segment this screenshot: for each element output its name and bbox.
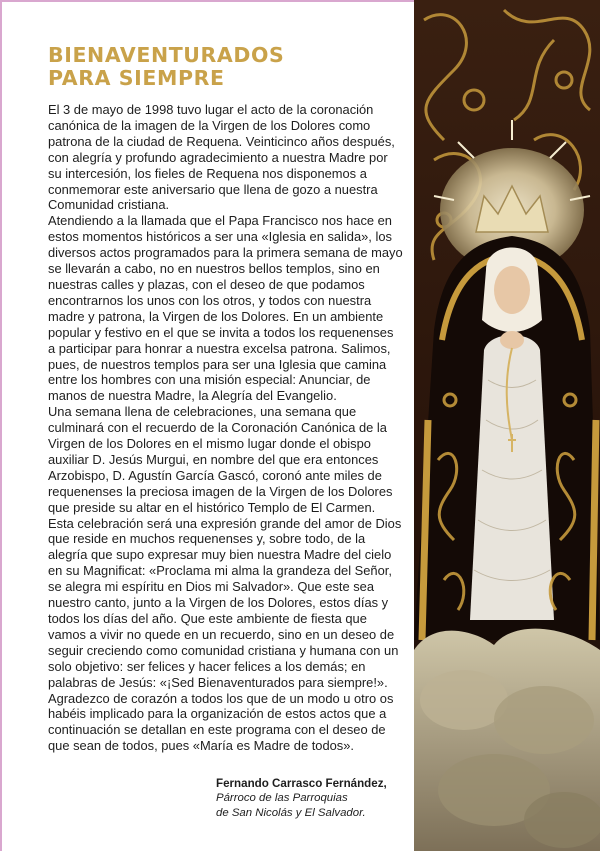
signature-role-line-1: Párroco de las Parroquias bbox=[216, 792, 348, 805]
virgin-dolores-photo bbox=[414, 0, 600, 851]
paragraph-3: Una semana llena de celebraciones, una semana que culminará con el recuerdo de la Coronación Canónica de la Virgen de los Dolores en el mismo lugar donde el obispo auxiliar D. Jesús Murgui, en nombre del que era entonces Arzobispo, D. Agustín García Gascó, coronó ante miles de requenenses la preciosa imagen de la Virgen de los Dolores que preside su altar en el histórico Templo de El Carmen. Esta celebración será una expresión grande del amor de Dios que reside en muchos requenenses y, sobre todo, de la alegría que supo expresar muy bien nuestra Madre del cielo en su Magnificat: «Proclama mi alma la grandeza del Señor, se alegra mi espíritu en Dios mi Salvador». Que este sea nuestro canto, junto a la Virgen de los Dolores, estos días y todos los días del año. Que este ambiente de fiesta que vamos a vivir no quede en un recuerdo, sino en un deseo de seguir creciendo como comunidad cristiana y humana con un solo objetivo: ser felices y hacer felices a los demás; en palabras de Jesús: «¡Sed Bienaventurados para siempre!». bbox=[48, 404, 402, 690]
title-line-1: BIENAVENTURADOS bbox=[48, 43, 285, 67]
silver-cloud-base bbox=[414, 629, 600, 851]
face bbox=[494, 266, 530, 314]
paragraph-2: Atendiendo a la llamada que el Papa Francisco nos hace en estos momentos históricos a ser una «Iglesia en salida», los diversos actos programados para la primera semana de mayo se llevarán a cabo, no en nuestros bellos templos, sino en nuestras calles y plazas, con el deseo de que podamos encontrarnos los unos con los otros, y todos con nuestra madre y patrona, la Virgen de los Dolores. En un ambiente popular y festivo en el que se invita a todos los requenenses a participar para honrar a nuestra excelsa patrona. Salimos, pues, de nuestros templos para ser una Iglesia que camina entre los hombres con una misión especial: Anunciar, de manos de nuestra Madre, la Alegría del Evangelio. bbox=[48, 213, 403, 404]
signature-block bbox=[48, 776, 403, 821]
title-line-2: PARA SIEMPRE bbox=[48, 66, 225, 90]
signature-name: Fernando Carrasco Fernández, bbox=[216, 777, 387, 791]
article-body bbox=[48, 102, 403, 754]
article-title bbox=[48, 44, 403, 90]
clasped-hands bbox=[500, 331, 524, 349]
page-border-left bbox=[0, 0, 2, 851]
paragraph-1: El 3 de mayo de 1998 tuvo lugar el acto de la coronación canónica de la imagen de la Virgen de los Dolores como patrona de la ciudad de Requena. Veinticinco años después, con alegría y profundo agradecimiento a nuestra Madre por su intercesión, los fieles de Requena nos disponemos a conmemorar este aniversario que llena de gozo a nuestra Comunidad cristiana. bbox=[48, 102, 395, 213]
signature-role-line-2: de San Nicolás y El Salvador. bbox=[216, 807, 366, 820]
white-dress bbox=[470, 335, 554, 620]
article-column bbox=[48, 44, 403, 821]
paragraph-4: Agradezco de corazón a todos los que de un modo u otro os habéis implicado para la organización de estos actos que a continuación se detallan en este programa con el deseo de que sean de todos, pues «María es Madre de todos». bbox=[48, 690, 394, 754]
